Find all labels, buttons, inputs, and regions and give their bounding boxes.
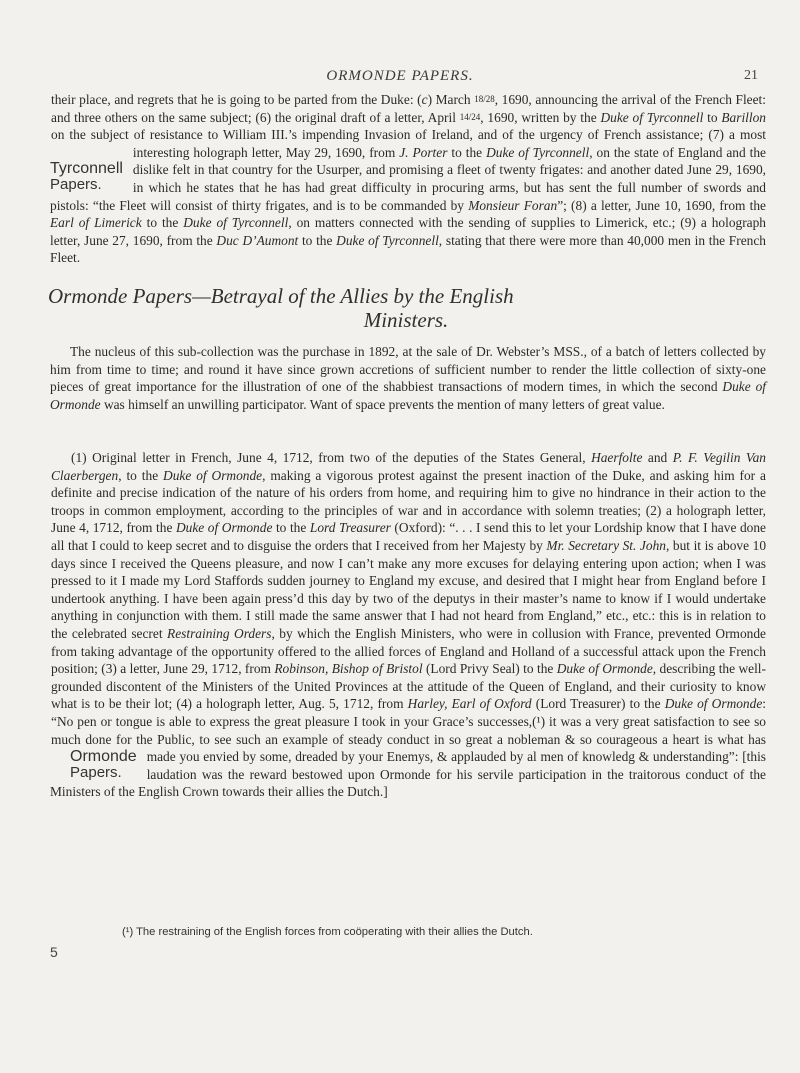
ormonde-side-note: [50, 749, 137, 781]
side-note-line: Ormonde: [70, 748, 137, 765]
section-heading: [48, 284, 764, 332]
signature-mark: 5: [50, 944, 58, 960]
side-note-line: Papers.: [70, 764, 122, 781]
tyrconnell-paragraph: Tyrconnell Papers. their place, and regrets that he is going to be parted from the Duke: (c) March 18/28, 1690, announcing the arrival of the French Fleet: and three others on the same subject; (6) the original draft of a letter, April 14/24, 1690, written by the Duke of Tyrconnell to Barillon on the subject of resistance to William III.’s impending Invasion of Ireland, and of the urgency of French assistance; (7) a most interesting holograph letter, May 29, 1690, from J. Porter to the Duke of Tyrconnell, on the state of England and the dislike felt in that country for the Usurper, and promising a fleet of twenty frigates: and another dated June 29, 1690, in which he states that he has had great difficulty in procuring arms, but has sent the full number of swords and pistols: “the Fleet will consist of thirty frigates, and is to be commanded by Monsieur Foran”; (8) a letter, June 10, 1690, from the Earl of Limerick to the Duke of Tyrconnell, on matters connected with the sending of supplies to Limerick, etc.; (9) a holograph letter, June 27, 1690, from the Duc D’Aumont to the Duke of Tyrconnell, stating that there were more than 40,000 men in the French Fleet.: [50, 92, 767, 266]
page-number: 21: [744, 68, 758, 83]
side-note-line: Tyrconnell: [50, 160, 123, 177]
nucleus-paragraph: The nucleus of this sub-collection was the purchase in 1892, at the sale of Dr. Webster’s MSS., of a batch of letters collected by him from time to time; and round it have since grown accretions of sufficient number to render the little collection of sixty-one pieces of great importance for the illustration of one of the shabbiest transactions of modern times, in which the second Duke of Ormonde was himself an unwilling participator. Want of space prevents the mention of many letters of great value.: [50, 344, 766, 412]
section-heading-line: Ormonde Papers—Betrayal of the Allies by the English: [48, 284, 514, 308]
footnote: (¹) The restraining of the English forces from coöperating with their allies the Dutch.: [122, 926, 533, 938]
tyrconnell-side-note: [50, 161, 123, 193]
ormonde-paragraph: Ormonde Papers. (1) Original letter in French, June 4, 1712, from two of the deputies of the States General, Haerfolte and P. F. Vegilin Van Claerbergen, to the Duke of Ormonde, making a vigorous protest against the present inaction of the Duke, and asking him for a definite and precise indication of the nature of his orders from home, and requiring him to give no hindrance in their action to the troops in common employment, according to the principles of war and in accordance with solemn treaties; (2) a holograph letter, June 4, 1712, from the Duke of Ormonde to the Lord Treasurer (Oxford): “. . . I send this to let your Lordship know that I have done all that I could to keep secret and to disguise the orders that I received from her Majesty by Mr. Secretary St. John, but it is above 10 days since I received the Queens pleasure, and now I can’t make any more excuses for delaying entering upon action; when I was pressed to it I made my Lord Staffords sudden journey to England my excuse, and desired that I might hear from England before I undertook anything. I have been again press’d this day by two of the deputys in their master’s name to know if I would undertake anything in conjunction with them. I still made the same answer that I had not heard from England,” etc., etc.: this is in relation to the celebrated secret Restraining Orders, by which the English Ministers, who were in collusion with France, prevented Ormonde from taking advantage of the opportunity offered to the allied forces of England and Holland of a successful attack upon the French position; (3) a letter, June 29, 1712, from Robinson, Bishop of Bristol (Lord Privy Seal) to the Duke of Ormonde, describing the well-grounded discontent of the Ministers of the United Provinces at the attitude of the Queen of England, and their curiosity to know what is to be their lot; (4) a holograph letter, Aug. 5, 1712, from Harley, Earl of Oxford (Lord Treasurer) to the Duke of Ormonde: “No pen or tongue is able to express the great pleasure I took in your Grace’s successes,(¹) it was a very great satisfaction to see so much done for the Public, to see such an example of steady conduct in so great a nobleman & so courageous a heart is what has made you envied by some, dreaded by your Enemys, & applauded by al men of knowledg & understanding”: [this laudation was the reward bestowed upon Ormonde for his servile participation in the traitorous conduct of the Ministers of the English Crown towards their allies the Dutch.]: [50, 450, 767, 800]
section-heading-line: Ministers.: [363, 308, 449, 332]
side-note-line: Papers.: [50, 176, 102, 193]
running-head: ORMONDE PAPERS.: [326, 68, 474, 84]
